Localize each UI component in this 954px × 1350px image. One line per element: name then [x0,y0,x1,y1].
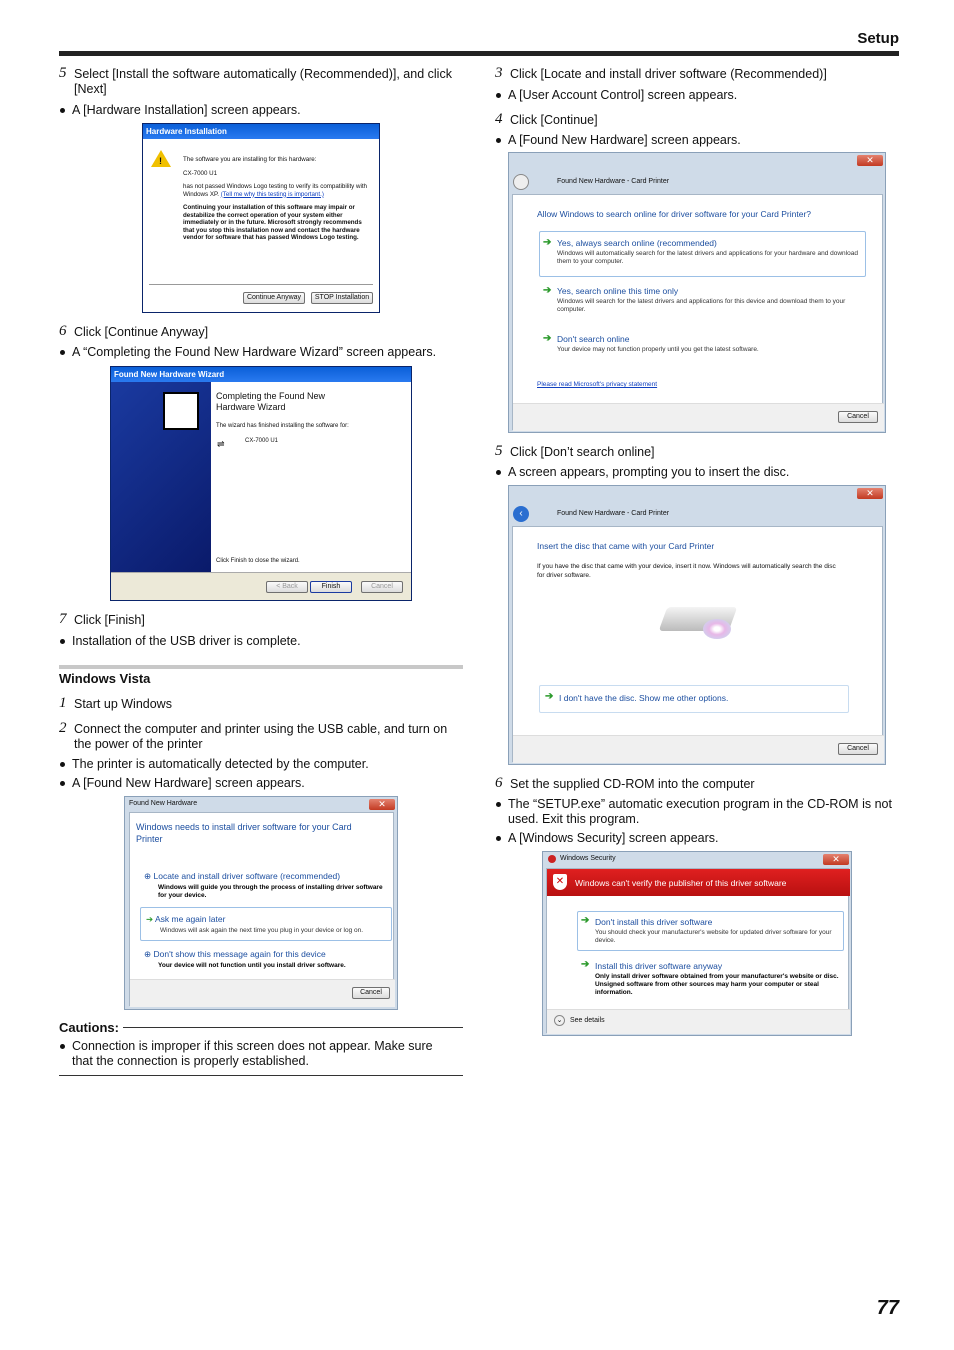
bullet: A screen appears, prompting you to insert the disc. [495,465,899,480]
privacy-link[interactable]: Please read Microsoft's privacy statement [537,381,658,388]
step-3: 3 Click [Locate and install driver software (Recommended)] [495,65,827,81]
finish-button[interactable]: Finish [310,581,352,593]
arrow-icon: ➔ [543,237,552,248]
ask-again-option[interactable]: ➔ Ask me again later Windows will ask again the next time you plug in your device or log on. [146,914,364,934]
cancel-button[interactable]: Cancel [361,581,403,593]
arrow-icon: ➔ [543,333,552,344]
locate-install-option[interactable]: ⊕ Locate and install driver software (recommended) Windows will guide you through the process of installing driver software for your device. [144,871,383,899]
expand-icon[interactable]: ⌄ [554,1015,565,1026]
wizard-banner [111,382,211,572]
dont-search-option[interactable]: Don't search online Your device may not function properly until you get the latest software. [557,334,759,353]
step-2: 2 Connect the computer and printer using the USB cable, and turn on the power of the printer [59,720,448,751]
back-button[interactable]: < Back [266,581,308,593]
cancel-button[interactable]: Cancel [838,411,878,423]
windows-security-dialog: Windows Security ✕ ✕ Windows can't verify the publisher of this driver software ➔ Don't install this driver software You should check your manufacturer's website for updated driver software for your device. ➔ Install this driver software anyway Only install driver software obtained from your manufacturer's website or disc. Unsigned software from other sources may harm your computer or steal information. ⌄ See details [542,851,852,1036]
step-1: 1 Start up Windows [59,695,172,711]
cancel-button[interactable]: Cancel [352,987,390,999]
bullet: A [Hardware Installation] screen appears. [59,103,463,118]
insert-disc-dialog: ✕ ‹ Found New Hardware - Card Printer Insert the disc that came with your Card Printer If you have the disc that came with your device, insert it now. Windows will automatically search the disc for driver software. ➔ I don't have the disc. Show me other options. Cancel [508,485,886,765]
no-disc-option[interactable]: I don't have the disc. Show me other options. [559,693,729,703]
section-rule [59,665,463,669]
dialog-title: Hardware Installation [143,124,379,139]
close-icon[interactable]: ✕ [857,488,883,499]
continue-anyway-button[interactable]: Continue Anyway [243,292,305,304]
step-7: 7 Click [Finish] [59,611,145,627]
bullet: A [User Account Control] screen appears. [495,88,899,103]
step-5: 5 Select [Install the software automatically (Recommended)], and click [Next] [59,65,452,96]
close-icon[interactable]: ✕ [369,799,395,810]
section-title: Windows Vista [59,671,151,686]
section-header: Setup [857,30,899,47]
hardware-installation-dialog: Hardware Installation ! The software you are installing for this hardware: CX-7000 U1 has not passed Windows Logo testing to verify its compatibility with Windows XP. (Tell me why this testing is important.) Continuing your installation of this software may impair or destabilize the correct operation of your system either immediately or in the future. Microsoft strongly recommends that you stop this installation now and contact the hardware vendor for software that has passed Windows Logo testing. Continue Anyway STOP Installation [142,123,380,313]
search-online-dialog: ✕ Found New Hardware - Card Printer Allow Windows to search online for driver software for your Card Printer? ➔ Yes, always search online (recommended) Windows will automatically search for the latest drivers and applications for your hardware and download them to your computer. ➔ Yes, search online this time only Windows will search for the latest drivers and applications for this device and download them to your computer. ➔ Don't search online Your device may not function properly until you get the latest software. Please read Microsoft's privacy statement Cancel [508,152,886,433]
step-6: 6 Click [Continue Anyway] [59,323,209,339]
step-4: 4 Click [Continue] [495,111,598,127]
stop-installation-button[interactable]: STOP Installation [311,292,373,304]
bullet: The “SETUP.exe” automatic execution program in the CD-ROM is not used. Exit this program. [495,797,895,827]
install-anyway-option[interactable]: Install this driver software anyway Only install driver software obtained from your manufacturer's website or disc. Unsigned software from other sources may harm your computer or steal information. [595,961,839,996]
shield-icon [548,855,556,863]
bullet: A [Found New Hardware] screen appears. [495,133,899,148]
arrow-icon: ➔ [543,285,552,296]
see-details-link[interactable]: See details [570,1017,605,1024]
page-number: 77 [876,1297,899,1319]
usb-icon: ⇌ [217,439,225,449]
close-icon[interactable]: ✕ [857,155,883,166]
hardware-icon [163,392,199,430]
found-new-hardware-wizard: Found New Hardware Wizard Completing the Found New Hardware Wizard The wizard has finished installing the software for: ⇌ CX-7000 U1 Click Finish to close the wizard. < Back Finish Cancel [110,366,412,601]
cancel-button[interactable]: Cancel [838,743,878,755]
step-6: 6 Set the supplied CD-ROM into the computer [495,775,755,791]
close-icon[interactable]: ✕ [823,854,849,865]
bullet: The printer is automatically detected by the computer. [59,757,463,772]
search-once-option[interactable]: Yes, search online this time only Windows will search for the latest drivers and applications for this device and download them to your computer. [557,286,846,313]
cd-icon [703,619,731,639]
bullet: A “Completing the Found New Hardware Wizard” screen appears. [59,345,463,360]
header-rule [59,51,899,56]
dont-show-option[interactable]: ⊕ Don't show this message again for this device Your device will not function until you install driver software. [144,949,346,969]
bullet: Installation of the USB driver is complete. [59,634,463,649]
arrow-icon: ➔ [581,915,590,926]
dont-install-option[interactable]: Don't install this driver software You should check your manufacturer's website for updated driver software for your device. [595,917,832,944]
back-icon[interactable] [513,174,529,190]
cautions-box: Cautions: Connection is improper if this screen does not appear. Make sure that the connection is properly established. [59,1020,463,1076]
logo-testing-link[interactable]: (Tell me why this testing is important.) [220,190,324,198]
arrow-icon: ➔ [581,959,590,970]
security-shield-icon: ✕ [553,874,567,890]
always-search-option[interactable]: Yes, always search online (recommended) Windows will automatically search for the latest drivers and applications for your hardware and download them to your computer. [557,238,858,265]
bullet: A [Found New Hardware] screen appears. [59,776,463,791]
found-new-hardware-dialog: Found New Hardware ✕ Windows needs to install driver software for your Card Printer ⊕ Locate and install driver software (recommended) Windows will guide you through the process of installing driver software for your device. ➔ Ask me again later Windows will ask again the next time you plug in your device or log on. ⊕ Don't show this message again for this device Your device will not function until you install driver software. Cancel [124,796,398,1010]
arrow-icon: ➔ [545,691,554,702]
bullet: A [Windows Security] screen appears. [495,831,899,846]
step-5: 5 Click [Don’t search online] [495,443,655,459]
back-icon[interactable]: ‹ [513,506,529,522]
